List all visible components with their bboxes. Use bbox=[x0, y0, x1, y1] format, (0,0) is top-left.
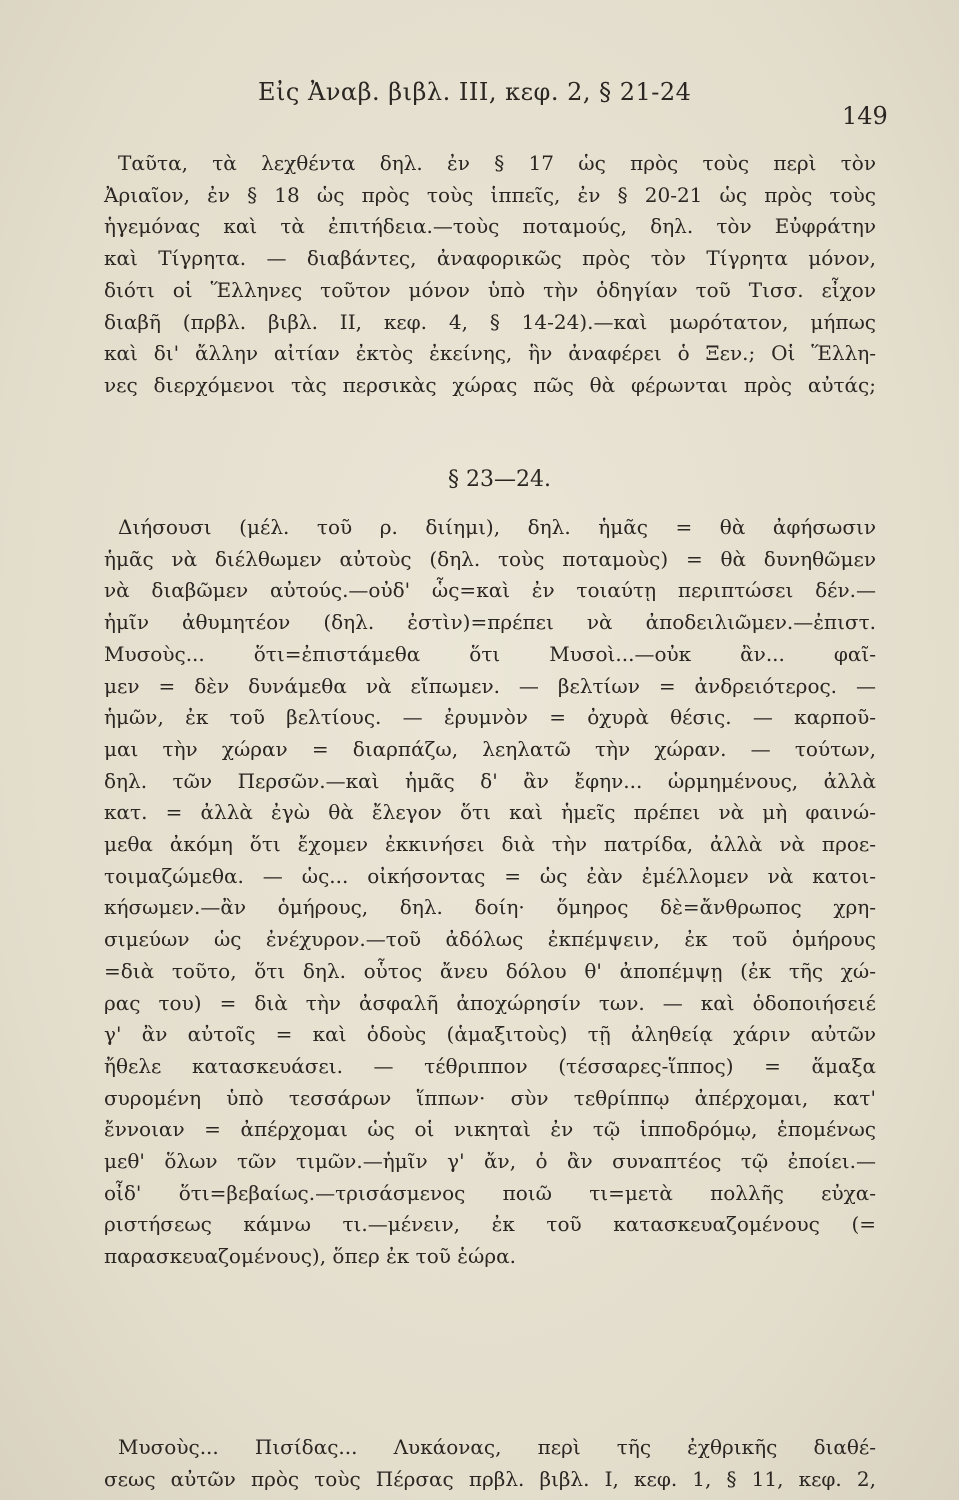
text-line: Ταῦτα, τὰ λεχθέντα δηλ. ἐν § 17 ὡς πρὸς τοὺς περὶ τὸν bbox=[118, 151, 876, 175]
text-line: ἡγεμόνας καὶ τὰ ἐπιτήδεια.—τοὺς ποταμούς, δηλ. τὸν Εὐφράτην bbox=[104, 214, 876, 239]
paragraph-2 bbox=[104, 512, 876, 1273]
text-line: συρομένη ὑπὸ τεσσάρων ἵππων· σὺν τεθρίππῳ ἀπέρχομαι, κατ' bbox=[104, 1085, 876, 1110]
text-line: τοιμαζώμεθα. — ὡς... οἰκήσοντας = ὡς ἐὰν ἐμέλλομεν νὰ κατοι- bbox=[104, 863, 876, 888]
text-line: κατ. = ἀλλὰ ἐγὼ θὰ ἔλεγον ὅτι καὶ ἡμεῖς πρέπει νὰ μὴ φαινώ- bbox=[104, 800, 876, 825]
text-line: Ἀριαῖον, ἐν § 18 ὡς πρὸς τοὺς ἱππεῖς, ἐν § 20-21 ὡς πρὸς τοὺς bbox=[104, 182, 876, 207]
text-line: ἡμῶν, ἐκ τοῦ βελτίους. — ἐρυμνὸν = ὀχυρὰ θέσις. — καρποῦ- bbox=[104, 705, 876, 730]
page-number: 149 bbox=[842, 102, 888, 130]
text-line: ἔννοιαν = ἀπέρχομαι ὡς οἱ νικηταὶ ἐν τῷ ἱπποδρόμῳ, ἑπομένως bbox=[104, 1117, 876, 1142]
text-line: σεως αὐτῶν πρὸς τοὺς Πέρσας πρβλ. βιβλ. I, κεφ. 1, § 11, κεφ. 2, bbox=[104, 1466, 876, 1491]
text-line: οἶδ' ὅτι=βεβαίως.—τρισάσμενος ποιῶ τι=μετὰ πολλῆς εὐχα- bbox=[104, 1180, 876, 1205]
section-heading: § 23—24. bbox=[448, 467, 551, 492]
text-line: μαι τὴν χώραν = διαρπάζω, λεηλατῶ τὴν χώραν. — τούτων, bbox=[104, 736, 876, 761]
text-line: σιμεύων ὡς ἐνέχυρον.—τοῦ ἀδόλως ἐκπέμψειν, ἐκ τοῦ ὁμήρους bbox=[104, 927, 876, 952]
text-line: νὰ διαβῶμεν αὐτούς.—οὐδ' ὧς=καὶ ἐν τοιαύτῃ περιπτώσει δέν.— bbox=[104, 578, 876, 603]
text-line: Μυσοὺς... Πισίδας... Λυκάονας, περὶ τῆς ἐχθρικῆς διαθέ- bbox=[118, 1435, 876, 1459]
text-line: δηλ. τῶν Περσῶν.—καὶ ἡμᾶς δ' ἂν ἔφην... ὡρμημένους, ἀλλὰ bbox=[104, 768, 876, 793]
text-line: Μυσοὺς... ὅτι=ἐπιστάμεθα ὅτι Μυσοὶ...—οὐκ ἂν... φαῖ- bbox=[104, 641, 876, 666]
text-line: γ' ἂν αὐτοῖς = καὶ ὁδοὺς (ἁμαξιτοὺς) τῇ ἀληθείᾳ χάριν αὐτῶν bbox=[104, 1022, 876, 1047]
paragraph-1 bbox=[104, 148, 876, 402]
text-line: νες διερχόμενοι τὰς περσικὰς χώρας πῶς θὰ φέρωνται πρὸς αὐτάς; bbox=[104, 372, 876, 397]
text-line: ριστήσεως κάμνω τι.—μένειν, ἐκ τοῦ κατασκευαζομένους (= bbox=[104, 1212, 876, 1237]
text-line: καὶ Τίγρητα. — διαβάντες, ἀναφορικῶς πρὸς τὸν Τίγρητα μόνον, bbox=[104, 246, 876, 271]
text-line: κήσωμεν.—ἂν ὁμήρους, δηλ. δοίη· ὅμηρος δὲ=ἄνθρωπος χρη- bbox=[104, 895, 876, 920]
text-line: διαβῆ (πρβλ. βιβλ. II, κεφ. 4, § 14-24).—καὶ μωρότατον, μήπως bbox=[104, 309, 876, 334]
text-line: παρασκευαζομένους), ὅπερ ἐκ τοῦ ἑώρα. bbox=[104, 1244, 516, 1269]
text-line: ρας του) = διὰ τὴν ἀσφαλῆ ἀποχώρησίν των. — καὶ ὁδοποιήσειέ bbox=[104, 990, 876, 1015]
text-line: Διήσουσι (μέλ. τοῦ ρ. διίημι), δηλ. ἡμᾶς = θὰ ἀφήσωσιν bbox=[118, 515, 876, 539]
text-line: ἤθελε κατασκευάσει. — τέθριππον (τέσσαρες-ἵππος) = ἅμαξα bbox=[104, 1053, 876, 1078]
text-line: ἡμᾶς νὰ διέλθωμεν αὐτοὺς (δηλ. τοὺς ποταμοὺς) = θὰ δυνηθῶμεν bbox=[104, 546, 876, 571]
text-line: =διὰ τοῦτο, ὅτι δηλ. οὗτος ἄνευ δόλου θ' ἀποπέμψῃ (ἐκ τῆς χώ- bbox=[104, 958, 876, 983]
running-head: Εἰς Ἀναβ. βιβλ. III, κεφ. 2, § 21-24 bbox=[258, 78, 692, 106]
text-line: μεθα ἀκόμη ὅτι ἔχομεν ἐκκινήσει διὰ τὴν πατρίδα, ἀλλὰ νὰ προε- bbox=[104, 832, 876, 857]
text-line: μεθ' ὅλων τῶν τιμῶν.—ἡμῖν γ' ἄν, ὁ ἂν συναπτέος τῷ ἐποίει.— bbox=[104, 1149, 876, 1174]
paragraph-3 bbox=[104, 1432, 876, 1495]
text-line: διότι οἱ Ἕλληνες τοῦτον μόνον ὑπὸ τὴν ὁδηγίαν τοῦ Τισσ. εἶχον bbox=[104, 277, 876, 302]
text-line: ἡμῖν ἀθυμητέον (δηλ. ἐστὶν)=πρέπει νὰ ἀποδειλιῶμεν.—ἐπιστ. bbox=[104, 610, 876, 635]
text-line: μεν = δὲν δυνάμεθα νὰ εἴπωμεν. — βελτίων = ἀνδρειότερος. — bbox=[104, 673, 876, 698]
text-line: καὶ δι' ἄλλην αἰτίαν ἐκτὸς ἐκείνης, ἣν ἀναφέρει ὁ Ξεν.; Οἱ Ἕλλη- bbox=[104, 341, 876, 366]
